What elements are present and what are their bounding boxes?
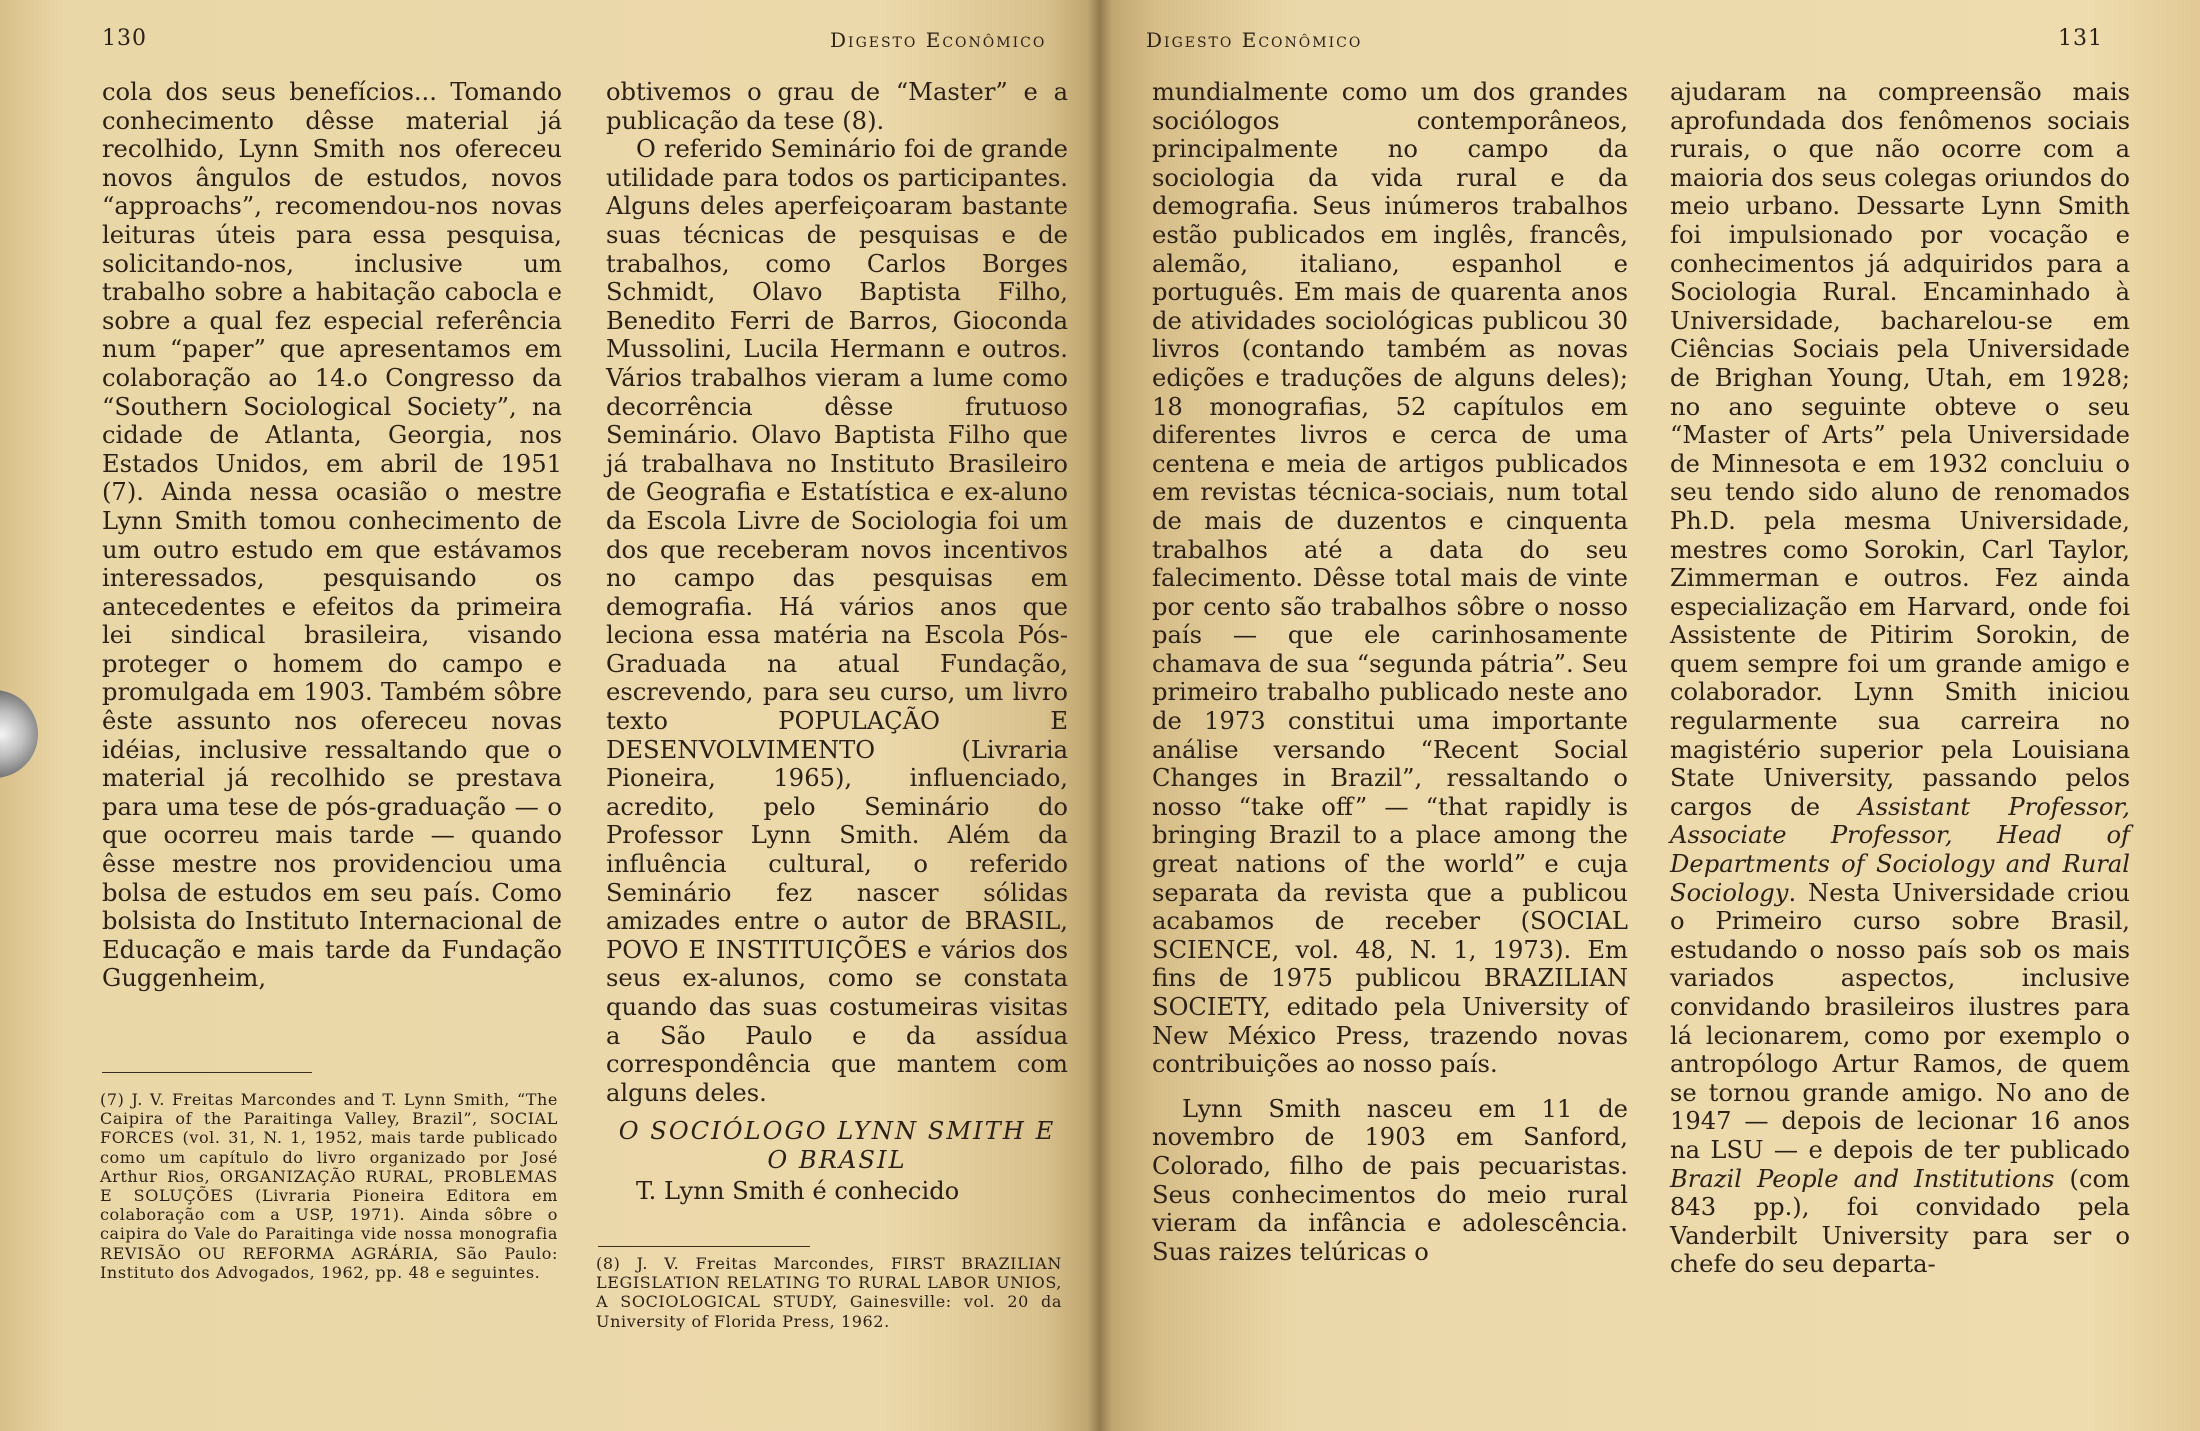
text-column-1	[1152, 78, 1628, 1266]
text-column-2	[606, 78, 1068, 1205]
footnote-rule	[102, 1072, 312, 1073]
page-number: 131	[2058, 26, 2103, 51]
footnote-8: (8) J. V. Freitas Marcondes, FIRST BRAZILIAN LEGISLATION RELATING TO RURAL LABOR UNIOS, A SOCIOLOGICAL STUDY, Gainesville: vol. 20 da University of Florida Press, 1962.	[596, 1254, 1062, 1331]
paragraph: cola dos seus benefícios... Tomando conhecimento dêsse material já recolhido, Lynn Smith nos ofereceu novos ângulos de estudos, novos “approachs”, recomendou-nos novas leituras úteis para essa pesquisa, solicitando-nos, inclusive um trabalho sobre a habitação cabocla e sobre a qual fez especial referência num “paper” que apresentamos em colaboração ao 14.o Congresso da “Southern Sociological Society”, na cidade de Atlanta, Georgia, nos Estados Unidos, em abril de 1951 (7). Ainda nessa ocasião o mestre Lynn Smith tomou conhecimento de um outro estudo em que estávamos interessados, pesquisando os antecedentes e efeitos da primeira lei sindical brasileira, visando proteger o homem do campo e promulgada em 1903. Também sôbre êste assunto nos ofereceu novas idéias, inclusive ressaltando que o material já recolhido se prestava para uma tese de pós-graduação — o que ocorreu mais tarde — quando êsse mestre nos providenciou uma bolsa de estudos em seu país. Como bolsista do Instituto Internacional de Educação e mais tarde da Fundação Guggenheim,	[102, 78, 562, 993]
text-column-2	[1670, 78, 2130, 1279]
paragraph: T. Lynn Smith é conhecido	[636, 1176, 960, 1205]
paragraph	[1670, 78, 2130, 1279]
footnote-rule	[598, 1246, 810, 1247]
page-number: 130	[102, 26, 147, 51]
paragraph: Lynn Smith nasceu em 11 de novembro de 1903 em Sanford, Colorado, filho de pais pecuaristas. Seus conhecimentos do meio rural vieram da infância e adolescência. Suas raizes telúricas o	[1152, 1094, 1628, 1266]
text-run: . Nesta Universidade criou o Primeiro curso sobre Brasil, estudando o nosso país sob os mais variados aspectos, inclusive convidando brasileiros ilustres para lá lecionarem, como por exemplo o antropólogo Artur Ramos, de quem se tornou grande amigo. No ano de 1947 — depois de lecionar 16 anos na LSU — e depois de ter publicado	[1670, 878, 2130, 1164]
paragraph: mundialmente como um dos grandes sociólogos contemporâneos, principalmente no campo da sociologia da vida rural e da demografia. Seus inúmeros trabalhos estão publicados em inglês, francês, alemão, italiano, espanhol e português. Em mais de quarenta anos de atividades sociológicas publicou 30 livros (contando também as novas edições e traduções de alguns deles); 18 monografias, 52 capítulos em diferentes livros e cerca de uma centena e meia de artigos publicados em revistas técnica-sociais, num total de mais de duzentos e cinquenta trabalhos até a data do seu falecimento. Dêsse total mais de vinte por cento são trabalhos sôbre o nosso país — que ele carinhosamente chamava de sua “segunda pátria”. Seu primeiro trabalho publicado neste ano de 1973 constitui uma importante análise versando “Recent Social Changes in Brazil”, ressaltando o nosso “take off” — “that rapidly is bringing Brazil to a place among the great nations of the world” e cuja separata da revista que a publicou acabamos de receber (SOCIAL SCIENCE, vol. 48, N. 1, 1973). Em fins de 1975 publicou BRAZILIAN SOCIETY, editado pela University of New México Press, trazendo novas contribuições ao nosso país.	[1152, 78, 1628, 1079]
italic-text: Assistant Professor, Associate Professor, Head of Departments of Sociology and Rural Sociology	[1670, 792, 2130, 907]
paper-clip-icon	[0, 690, 38, 778]
footnote-7: (7) J. V. Freitas Marcondes and T. Lynn Smith, “The Caipira of the Paraitinga Valley, Brazil”, SOCIAL FORCES (vol. 31, N. 1, 1952, mais tarde publicado como um capítulo do livro organizado por José Arthur Rios, ORGANIZAÇÃO RURAL, PROBLEMAS E SOLUÇÕES (Livraria Pioneira Editora em colaboração com a USP, 1971). Ainda sôbre o caipira do Vale do Paraitinga vide nossa monografia REVISÃO OU REFORMA AGRÁRIA, São Paulo: Instituto dos Advogados, 1962, pp. 48 e seguintes.	[100, 1090, 558, 1282]
text-column-1	[102, 78, 562, 993]
running-head: Digesto Econômico	[1146, 28, 1363, 52]
text-run: ajudaram na compreensão mais aprofundada dos fenômenos sociais rurais, o que não ocorre com a maioria dos seus colegas oriundos do meio urbano. Dessarte Lynn Smith foi impulsionado por vocação e conhecimentos já adquiridos para a Sociologia Rural. Encaminhado à Universidade, bacharelou-se em Ciências Sociais pela Universidade de Brighan Young, Utah, em 1928; no ano seguinte obteve o seu “Master of Arts” pela Universidade de Minnesota e em 1932 concluiu o seu tendo sido aluno de renomados Ph.D. pela mesma Universidade, mestres como Sorokin, Carl Taylor, Zimmerman e outros. Fez ainda especialização em Harvard, onde foi Assistente de Pitirim Sorokin, de quem sempre foi um grande amigo e colaborador. Lynn Smith iniciou regularmente sua carreira no magistério superior pela Louisiana State University, passando pelos cargos de	[1670, 78, 2130, 821]
section-heading: O SOCIÓLOGO LYNN SMITH E O BRASIL	[618, 1117, 1056, 1174]
text-run: (com 843 pp.), foi convidado pela Vanderbilt University para ser o chefe do seu departa-	[1670, 1164, 2130, 1279]
right-page	[1100, 0, 2200, 1431]
italic-text: Brazil People and Institutions	[1670, 1164, 2055, 1193]
paragraph: O referido Seminário foi de grande utilidade para todos os participantes. Alguns deles aperfeiçoaram bastante suas técnicas de pesquisas e de trabalhos, como Carlos Borges Schmidt, Olavo Baptista Filho, Benedito Ferri de Barros, Gioconda Mussolini, Lucila Hermann e outros. Vários trabalhos vieram a lume como decorrência dêsse frutuoso Seminário. Olavo Baptista Filho que já trabalhava no Instituto Brasileiro de Geografia e Estatística e ex-aluno da Escola Livre de Sociologia foi um dos que receberam novos incentivos no campo das pesquisas em demografia. Há vários anos que leciona essa matéria na Escola Pós-Graduada na atual Fundação, escrevendo, para seu curso, um livro texto POPULAÇÃO E DESENVOLVIMENTO (Livraria Pioneira, 1965), influenciado, acredito, pelo Seminário do Professor Lynn Smith. Além da influência cultural, o referido Seminário fez nascer sólidas amizades entre o autor de BRASIL, POVO E INSTITUIÇÕES e vários dos seus ex-alunos, como se constata quando das suas costumeiras visitas a São Paulo e da assídua correspondência que mantem com alguns deles.	[606, 135, 1068, 1107]
running-head: Digesto Econômico	[830, 28, 1047, 52]
paragraph: obtivemos o grau de “Master” e a publicação da tese (8).	[606, 78, 1068, 135]
